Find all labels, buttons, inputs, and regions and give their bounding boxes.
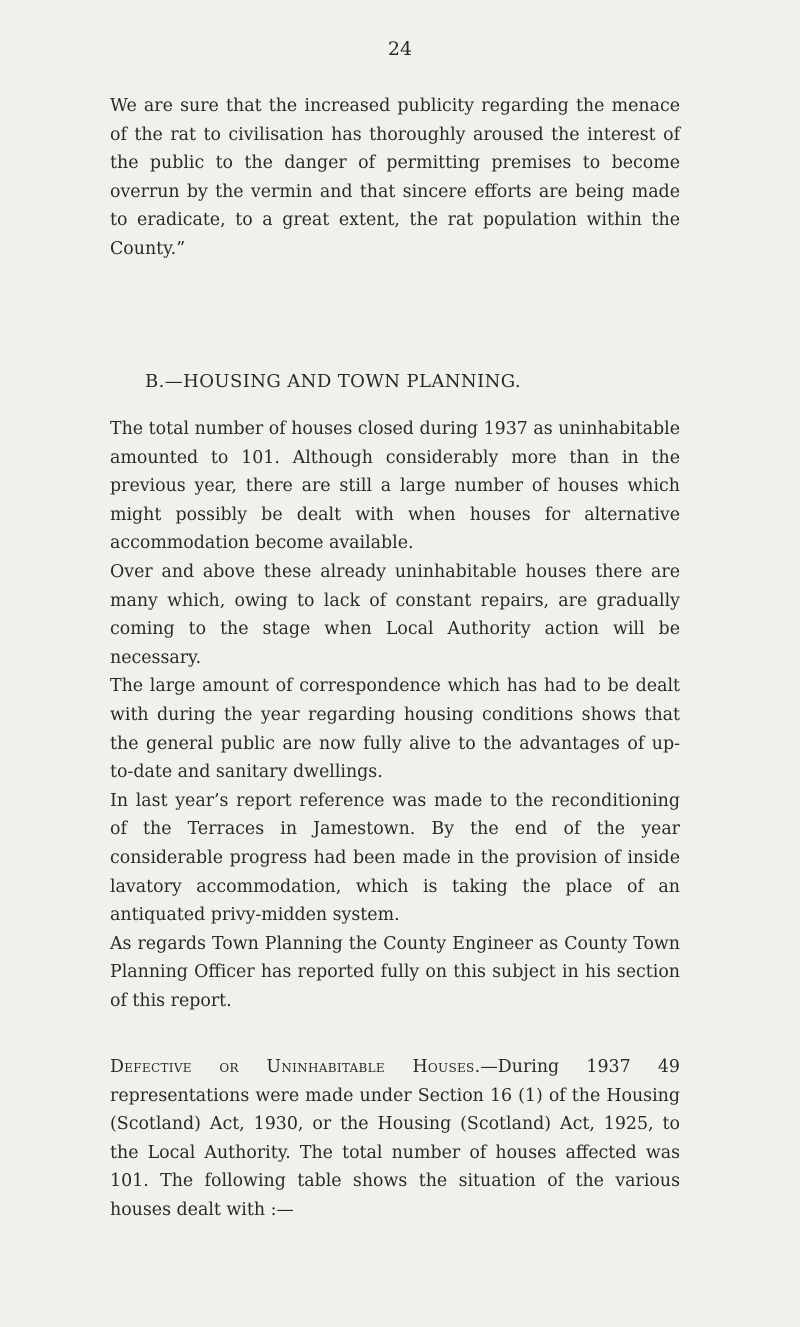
paragraph <box>110 1053 680 1225</box>
paragraph: As regards Town Planning the County Engineer as County Town Planning Officer has reported fully on this subject in his section of this report. <box>110 933 680 1011</box>
paragraph: We are sure that the increased publicity regarding the menace of the rat to civilisation has thoroughly aroused the interest of the public to the danger of permitting premises to become overrun by the vermin and that sincere efforts are being made to eradicate, to a great extent, the rat population within the County.” <box>110 96 680 259</box>
housing-section-body <box>110 415 680 1015</box>
paragraph: The total number of houses closed during 1937 as uninhabitable amounted to 101. Although considerably more than in the previous year, there are still a large number of houses which might possibly be dealt with when houses for alternative accommodation become available. <box>110 419 680 554</box>
paragraph: Over and above these already uninhabitable houses there are many which, owing to lack of constant repairs, are gradually coming to the stage when Local Authority action will be necessary. <box>110 561 680 668</box>
page-number: 24 <box>387 38 413 60</box>
rat-closing-paragraph <box>110 92 680 264</box>
paragraph: In last year’s report reference was made to the reconditioning of the Terraces in Jamestown. By the end of the year considerable progress had been made in the provision of inside lavatory accommodation, which is taking the place of an antiquated privy-midden system. <box>110 790 680 926</box>
paragraph-text: —During 1937 49 representations were made under Section 16 (1) of the Housing (Scotland) Act, 1930, or the Housing (Scotland) Act, 1925, to the Local Authority. The total number of houses affected was 101. The following table shows the situation of the various houses dealt with :— <box>110 1057 680 1220</box>
run-in-heading: Defective or Uninhabitable Houses. <box>110 1057 481 1077</box>
paragraph: The large amount of correspondence which has had to be dealt with during the year regarding housing conditions shows that the general public are now fully alive to the advantages of up-to-date and sanitary dwellings. <box>110 676 680 783</box>
defective-houses-paragraph <box>110 1053 680 1225</box>
section-heading: B.—HOUSING AND TOWN PLANNING. <box>145 371 521 392</box>
